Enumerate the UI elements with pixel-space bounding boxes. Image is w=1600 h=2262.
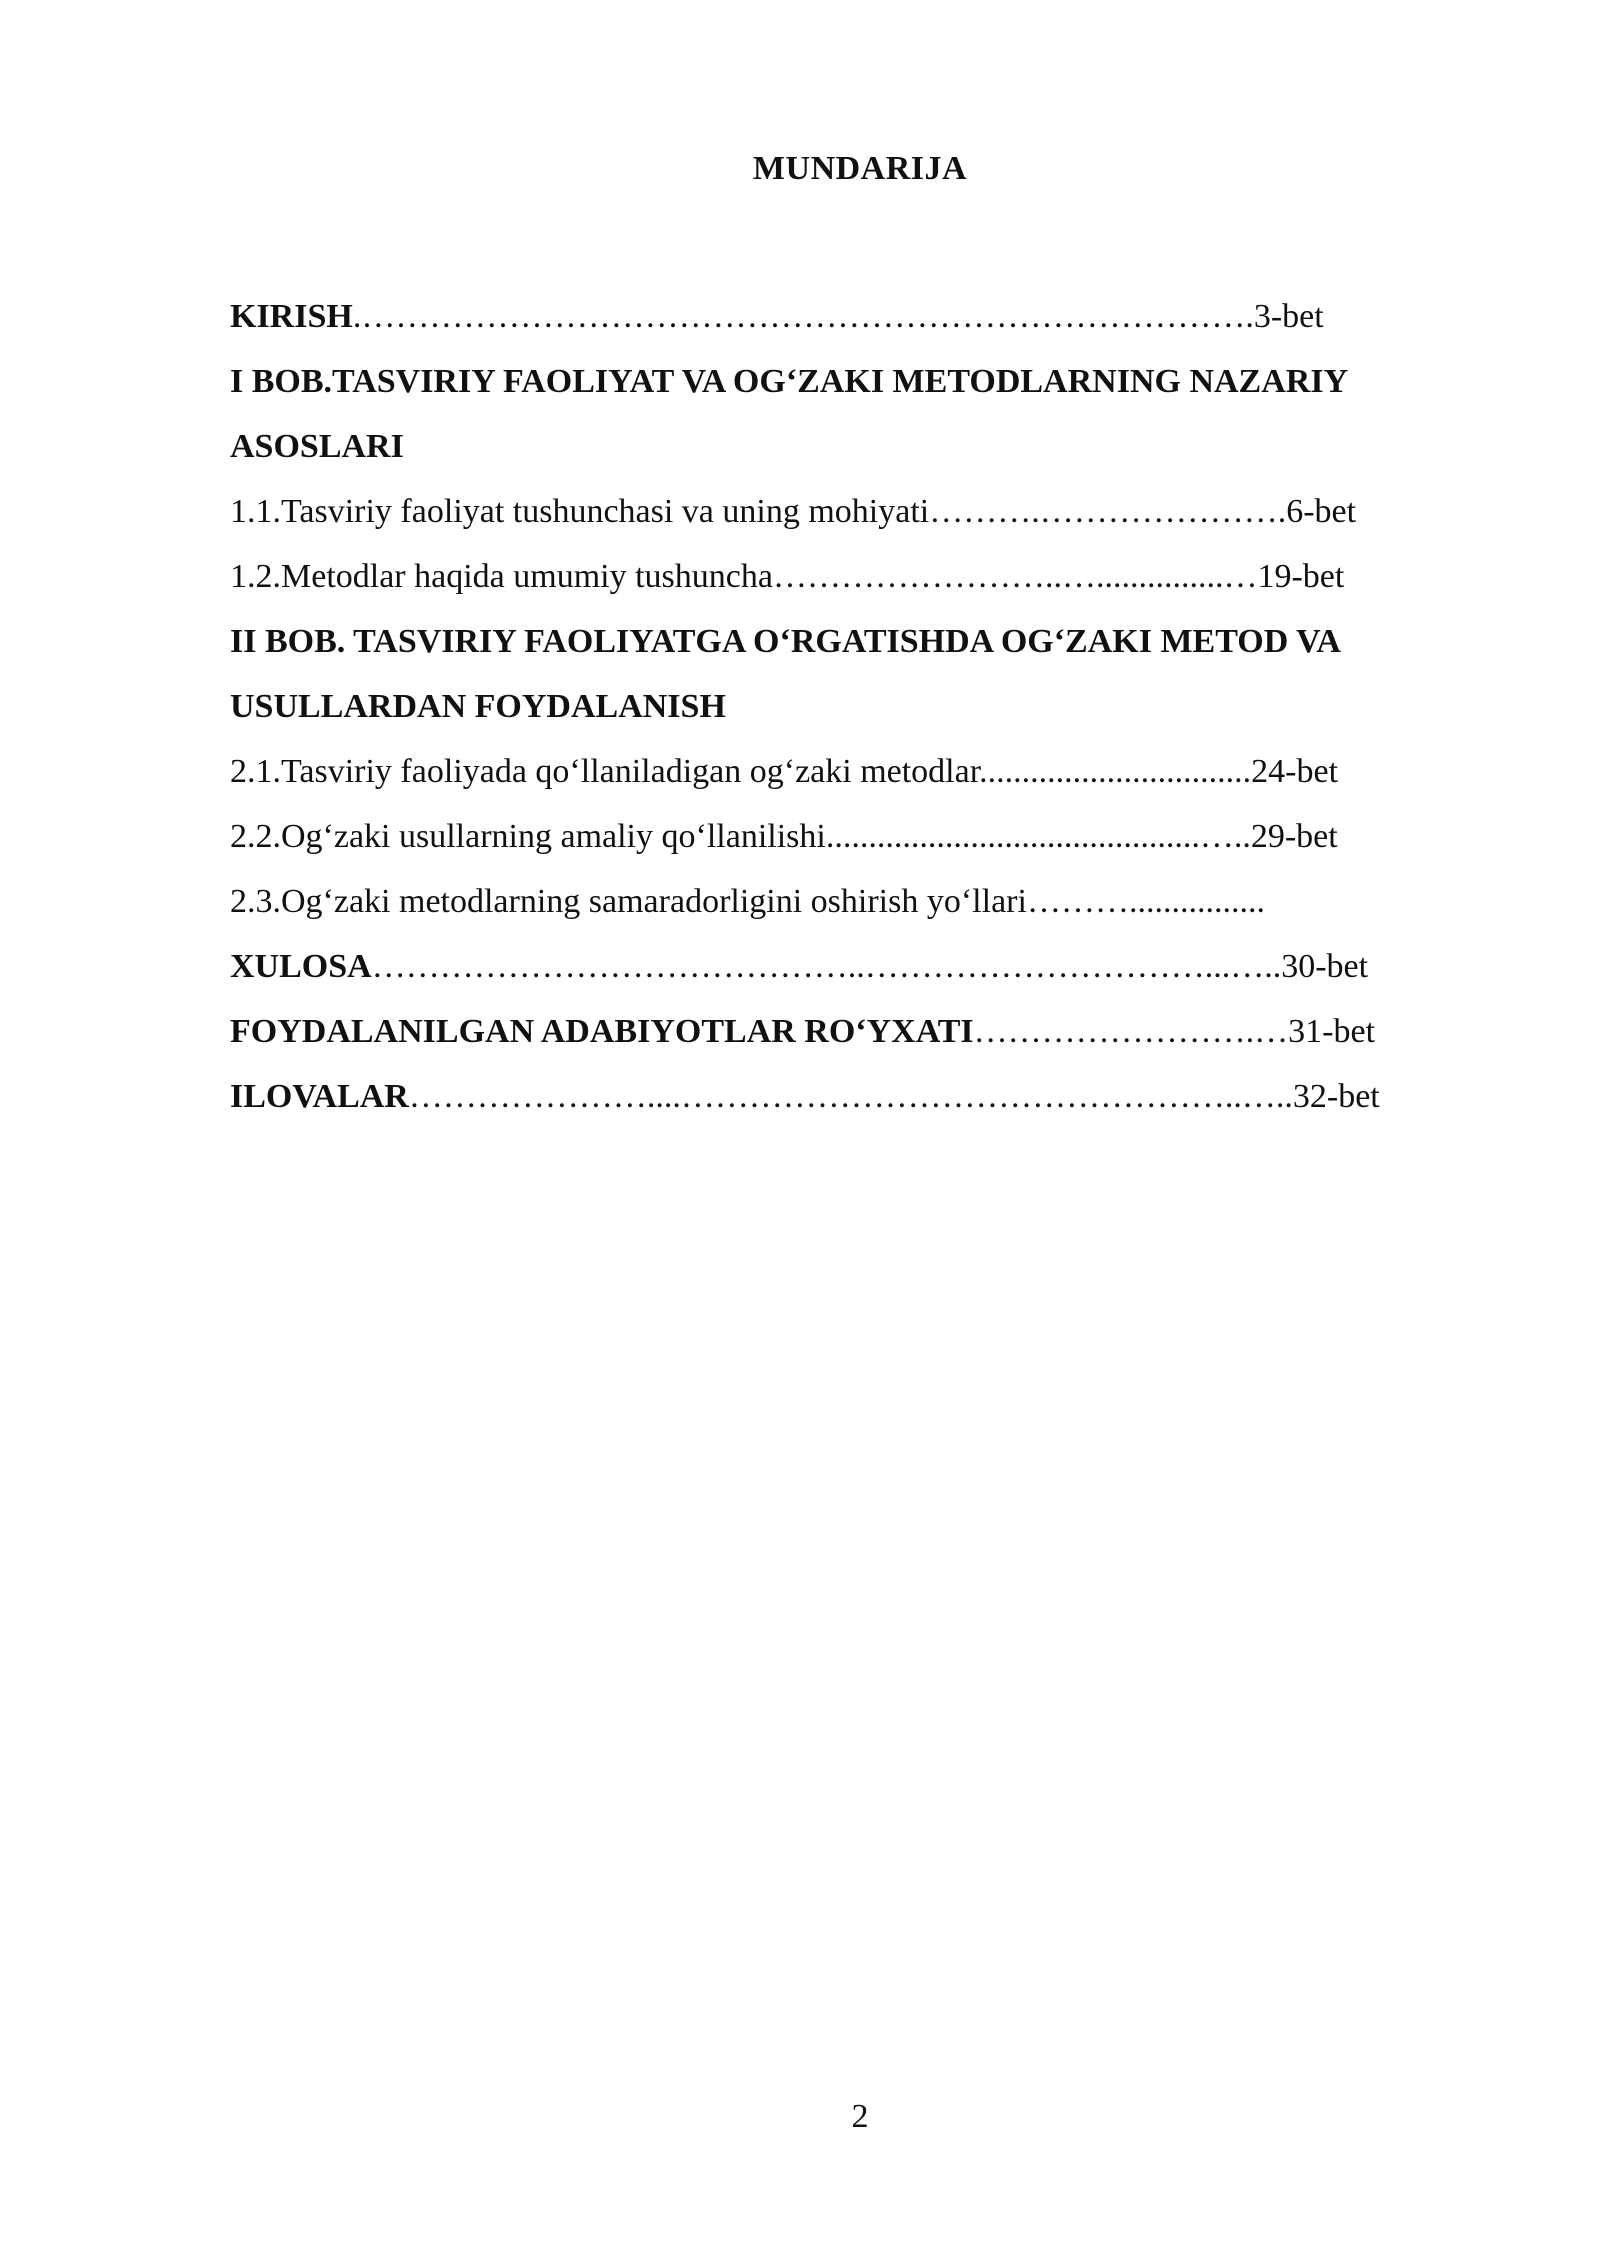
toc-entry-title: 1.1.Tasviriy faoliyat tushunchasi va uning mohiyati (230, 493, 930, 530)
toc-entry-ilovalar[interactable] (230, 1064, 1500, 1129)
toc-entry-title: KIRISH (230, 298, 353, 335)
toc-entry-title: USULLARDAN FOYDALANISH (230, 688, 726, 725)
toc-entry-leader: ................................ (979, 753, 1252, 790)
toc-entry-title: 2.3.Og‘zaki metodlarning samaradorligini oshirish yo‘llari (230, 883, 1027, 920)
toc-entry-kirish[interactable] (230, 284, 1500, 349)
toc-entry-title: ILOVALAR (230, 1078, 409, 1115)
toc-entry-chapter-1[interactable] (230, 349, 1500, 414)
toc-entry-title: 1.2.Metodlar haqida umumiy tushuncha (230, 558, 773, 595)
toc-entry-leader: …………………....…………………………………………..….. (408, 1078, 1293, 1115)
toc-entry-page: 6-bet (1286, 493, 1357, 530)
toc-entry-page: 3-bet (1253, 298, 1324, 335)
page-number: 2 (851, 2098, 869, 2135)
toc-entry-chapter-2[interactable] (230, 609, 1500, 674)
toc-entry-title: II BOB. TASVIRIY FAOLIYATGA O‘RGATISHDA OG‘ZAKI METOD VA (230, 623, 1341, 660)
toc-entry-xulosa[interactable] (230, 934, 1500, 999)
toc-entry-page: 19-bet (1257, 558, 1345, 595)
toc-entry-title: I BOB.TASVIRIY FAOLIYAT VA OG‘ZAKI METODLARNING NAZARIY (230, 363, 1349, 400)
toc-entry-title: ASOSLARI (230, 428, 404, 465)
toc-entry-title: XULOSA (230, 948, 372, 985)
toc-entry-title: FOYDALANILGAN ADABIYOTLAR RO‘YXATI (230, 1013, 974, 1050)
toc-entry-chapter-1-cont[interactable] (230, 414, 1500, 479)
toc-entry-2-3[interactable] (230, 869, 1500, 934)
toc-entry-1-1[interactable] (230, 479, 1500, 544)
toc-entry-2-1[interactable] (230, 739, 1500, 804)
toc-entry-references[interactable] (230, 999, 1500, 1064)
toc-entry-leader: ……………………………………..…………………………...….. (371, 948, 1282, 985)
toc-entry-chapter-2-cont[interactable] (230, 674, 1500, 739)
toc-entry-page: 29-bet (1250, 818, 1338, 855)
toc-entry-leader: .……………………………………………………………………. (352, 298, 1254, 335)
toc-entry-leader: ……….…………………. (929, 493, 1287, 530)
toc-entry-leader: …………………….… (973, 1013, 1289, 1050)
toc-entry-title: 2.2.Og‘zaki usullarning amaliy qo‘llanilishi (230, 818, 826, 855)
toc-entry-title: 2.1.Tasviriy faoliyada qo‘llaniladigan og‘zaki metodlar (230, 753, 980, 790)
toc-entry-page: 32-bet (1292, 1078, 1380, 1115)
toc-entry-page: 31-bet (1288, 1013, 1376, 1050)
page-title: MUNDARIJA (752, 150, 968, 187)
toc-entry-page: 30-bet (1281, 948, 1369, 985)
toc-entry-2-2[interactable] (230, 804, 1500, 869)
toc-entry-leader: ……………………..…...............… (772, 558, 1258, 595)
table-of-contents (230, 284, 1500, 1129)
toc-entry-leader: ............................................….. (825, 818, 1251, 855)
toc-entry-page: 24-bet (1251, 753, 1339, 790)
toc-entry-1-2[interactable] (230, 544, 1500, 609)
toc-entry-leader: ………................ (1026, 883, 1265, 920)
